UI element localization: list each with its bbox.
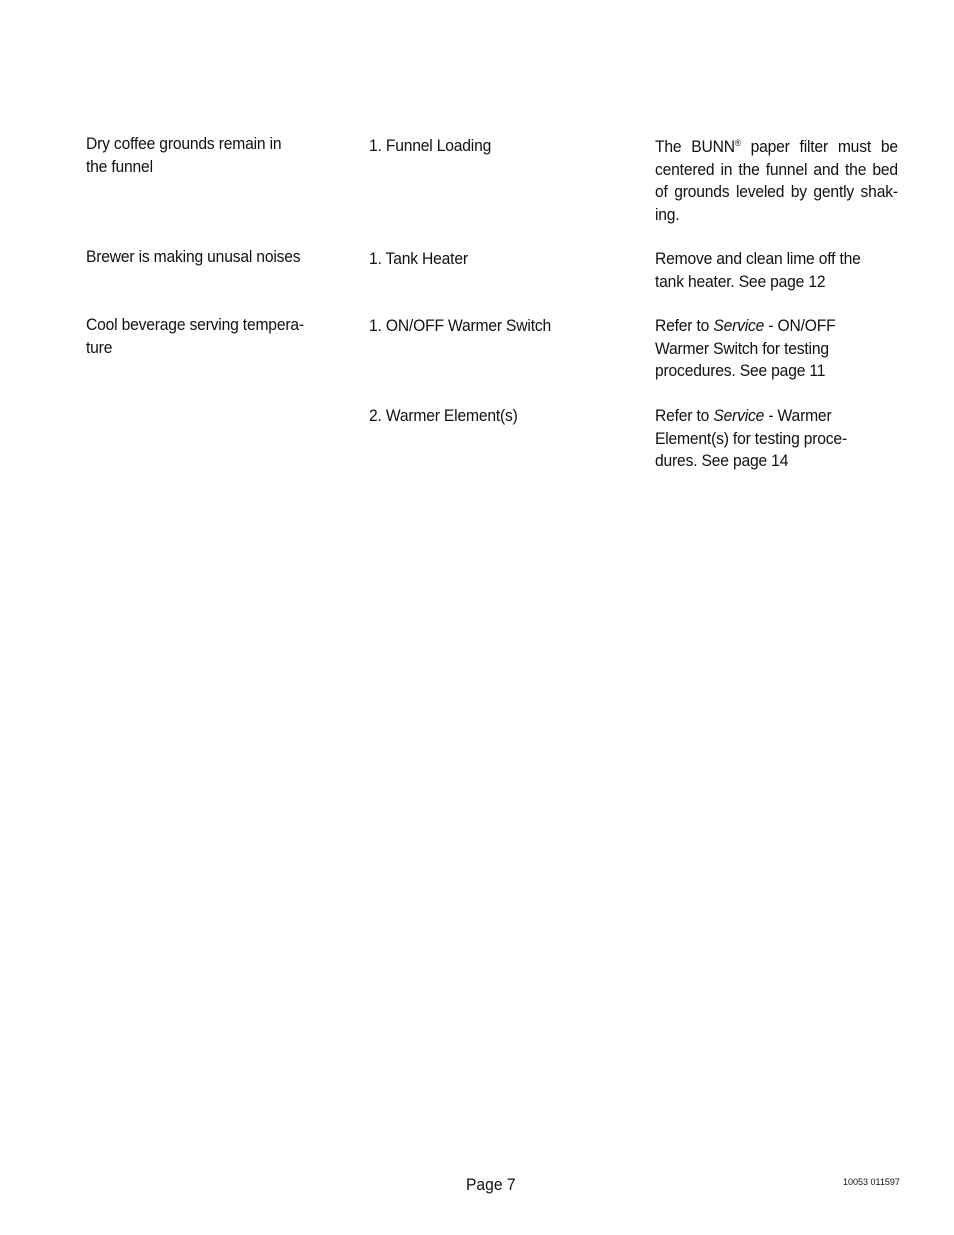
service-reference: Service	[713, 406, 765, 425]
remedy-text-brand: The BUNN	[655, 137, 735, 156]
remedy-suffix: - ON/OFF	[764, 316, 836, 335]
service-reference: Service	[713, 316, 765, 335]
remedy-prefix: Refer to	[655, 406, 714, 425]
remedy-line: Element(s) for testing proce-	[655, 428, 847, 448]
cause-tank-heater: 1. Tank Heater	[369, 249, 468, 268]
problem-line: Cool beverage serving tempera-	[86, 315, 304, 334]
remedy-warmer-element	[655, 405, 899, 473]
problem-dry-grounds	[86, 133, 323, 178]
remedy-funnel-loading	[655, 136, 898, 226]
problem-line: Dry coffee grounds remain in	[86, 134, 282, 153]
remedy-text: paper filter must be centered in the funnel and the bed of grounds leveled by gently shak-ing.	[655, 137, 898, 224]
problem-line: ture	[86, 337, 113, 357]
problem-line: Brewer is making unusal noises	[86, 247, 301, 266]
problem-cool-beverage	[86, 314, 323, 359]
document-code: 10053 011597	[843, 1177, 900, 1187]
cause-warmer-element: 2. Warmer Element(s)	[369, 406, 518, 425]
problem-unusual-noises	[86, 246, 323, 269]
remedy-line	[655, 405, 899, 428]
remedy-line: dures. See page 14	[655, 451, 789, 470]
registered-mark: ®	[734, 138, 741, 148]
remedy-line: tank heater. See page 12	[655, 271, 826, 291]
cause-funnel-loading: 1. Funnel Loading	[369, 136, 492, 155]
remedy-suffix: - Warmer	[764, 406, 832, 425]
remedy-tank-heater	[655, 248, 899, 293]
cause-warmer-switch: 1. ON/OFF Warmer Switch	[369, 316, 552, 335]
remedy-warmer-switch	[655, 315, 899, 383]
remedy-line	[655, 315, 899, 338]
remedy-line: Warmer Switch for testing	[655, 338, 829, 358]
remedy-line: procedures. See page 11	[655, 361, 826, 380]
problem-line: the funnel	[86, 156, 153, 176]
remedy-line: Remove and clean lime off the	[655, 249, 861, 268]
remedy-prefix: Refer to	[655, 316, 714, 335]
page-number: Page 7	[466, 1175, 516, 1194]
